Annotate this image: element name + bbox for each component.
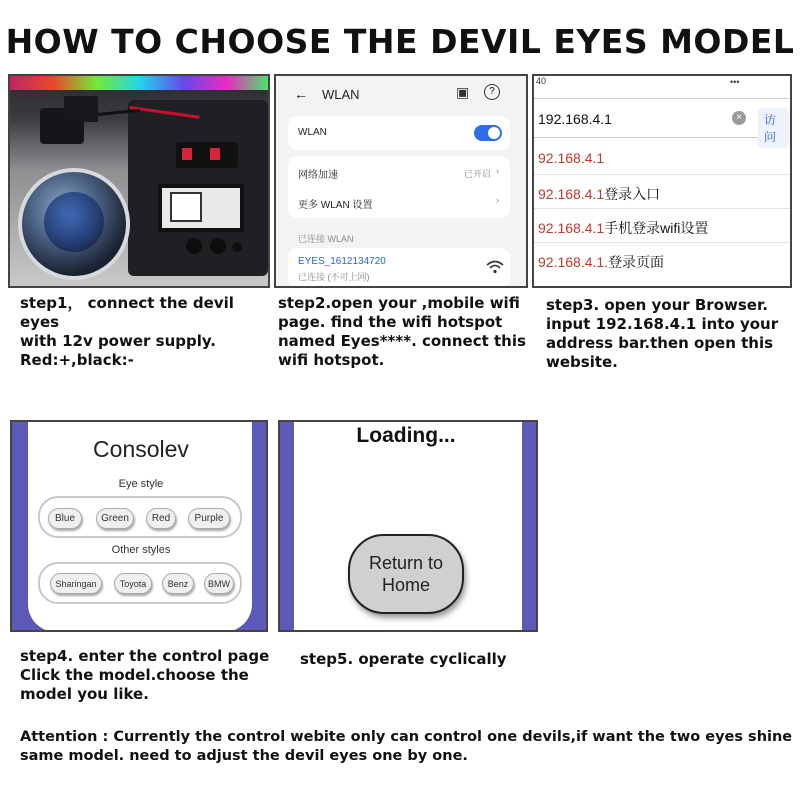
visit-button[interactable]: 访问 bbox=[758, 108, 789, 148]
step5-text: step5. operate cyclically bbox=[300, 650, 507, 668]
more-wlan-settings[interactable]: 更多 WLAN 设置 bbox=[298, 200, 373, 211]
step3-browser-screenshot bbox=[532, 74, 792, 288]
attention-text: Attention : Currently the control webite only can control one devils,if want the two eyes shine same model. need to adjust the devil eyes one by one. bbox=[20, 729, 793, 764]
address-bar[interactable] bbox=[534, 98, 789, 144]
style-bmw-button[interactable]: BMW bbox=[204, 573, 234, 594]
eye-style-purple-button[interactable]: Purple bbox=[188, 508, 230, 529]
eye-style-label: Eye style bbox=[118, 478, 164, 490]
clear-icon[interactable]: × bbox=[732, 111, 746, 125]
style-toyota-button[interactable]: Toyota bbox=[114, 573, 152, 594]
connected-network-card[interactable] bbox=[288, 248, 510, 288]
page-title: HOW TO CHOOSE THE DEVIL EYES MODEL bbox=[5, 22, 795, 61]
divider bbox=[534, 174, 792, 175]
control-knob bbox=[210, 238, 226, 254]
divider bbox=[534, 208, 792, 209]
suggestion-item[interactable] bbox=[538, 150, 604, 166]
wlan-label: WLAN bbox=[298, 127, 327, 138]
connector-pin bbox=[210, 148, 220, 160]
divider bbox=[534, 242, 792, 243]
wlan-header-title: WLAN bbox=[322, 87, 360, 102]
url-input[interactable]: 192.168.4.1 bbox=[538, 111, 612, 127]
network-status: 已连接 (不可上网) bbox=[298, 272, 370, 282]
suggestion-text: 登录入口 bbox=[604, 186, 661, 202]
eye-style-red-button[interactable]: Red bbox=[146, 508, 176, 529]
network-boost-label[interactable]: 网络加速 bbox=[298, 170, 338, 181]
connector-pin bbox=[196, 148, 206, 160]
console-title: Consolev bbox=[93, 436, 189, 462]
toggle-knob bbox=[488, 127, 500, 139]
control-knob bbox=[186, 238, 202, 254]
step1-photo bbox=[8, 74, 270, 288]
network-name: EYES_1612134720 bbox=[298, 256, 386, 267]
lens-glass bbox=[44, 192, 104, 252]
loading-title: Loading... bbox=[356, 424, 456, 447]
rgb-keyboard-glow bbox=[10, 76, 270, 90]
network-boost-status: 已开启 bbox=[464, 169, 492, 179]
suggestion-item[interactable] bbox=[538, 252, 664, 272]
suggestion-text: 手机登录wifi设置 bbox=[604, 220, 709, 236]
chevron-right-icon: › bbox=[496, 195, 499, 205]
wifi-icon bbox=[486, 260, 504, 274]
suggestion-ip: 92.168.4.1 bbox=[538, 150, 605, 166]
suggestion-text: 登录页面 bbox=[608, 254, 665, 270]
wlan-toggle[interactable] bbox=[474, 125, 502, 141]
arrow-left-icon[interactable]: ← bbox=[294, 86, 308, 102]
connected-section-label: 已连接 WLAN bbox=[298, 234, 354, 244]
scan-icon[interactable]: ▣ bbox=[456, 84, 470, 100]
ballast-box bbox=[64, 96, 98, 122]
control-knob bbox=[232, 242, 242, 252]
status-bar: 40 bbox=[536, 76, 547, 86]
suggestion-item[interactable] bbox=[538, 218, 708, 238]
return-home-button[interactable]: Return to Home bbox=[348, 534, 464, 614]
other-styles-label: Other styles bbox=[111, 544, 171, 556]
style-sharingan-button[interactable]: Sharingan bbox=[50, 573, 102, 594]
suggestion-item[interactable] bbox=[538, 184, 660, 204]
connector-pin bbox=[182, 148, 192, 160]
eye-style-blue-button[interactable]: Blue bbox=[48, 508, 82, 529]
suggestion-ip: 92.168.4.1 bbox=[538, 220, 605, 236]
suggestion-ip: 92.168.4.1 bbox=[538, 186, 605, 202]
step1-text: step1， connect the devil eyes with 12v power supply. Red:+,black:- bbox=[20, 294, 234, 369]
style-benz-button[interactable]: Benz bbox=[162, 573, 194, 594]
chevron-right-icon: › bbox=[496, 166, 499, 176]
status-icons: ••• bbox=[730, 77, 740, 87]
step4-text: step4. enter the control page Click the model.choose the model you like. bbox=[20, 647, 270, 703]
eye-style-green-button[interactable]: Green bbox=[96, 508, 134, 529]
help-icon[interactable]: ? bbox=[484, 84, 500, 100]
lcd-display bbox=[170, 192, 202, 222]
step3-text: step3. open your Browser. input 192.168.4.1 into your address bar.then open this website. bbox=[546, 296, 779, 371]
step2-wlan-screenshot bbox=[274, 74, 528, 288]
settings-card bbox=[288, 156, 510, 218]
step4-console-screenshot bbox=[10, 420, 268, 632]
step5-loading-screenshot bbox=[278, 420, 538, 632]
step2-text: step2.open your ,mobile wifi page. find the wifi hotspot named Eyes****. connect this wifi hotspot. bbox=[278, 294, 526, 369]
connector-pin bbox=[224, 148, 234, 160]
wlan-toggle-card bbox=[288, 116, 510, 150]
suggestion-ip: 92.168.4.1. bbox=[538, 254, 609, 270]
